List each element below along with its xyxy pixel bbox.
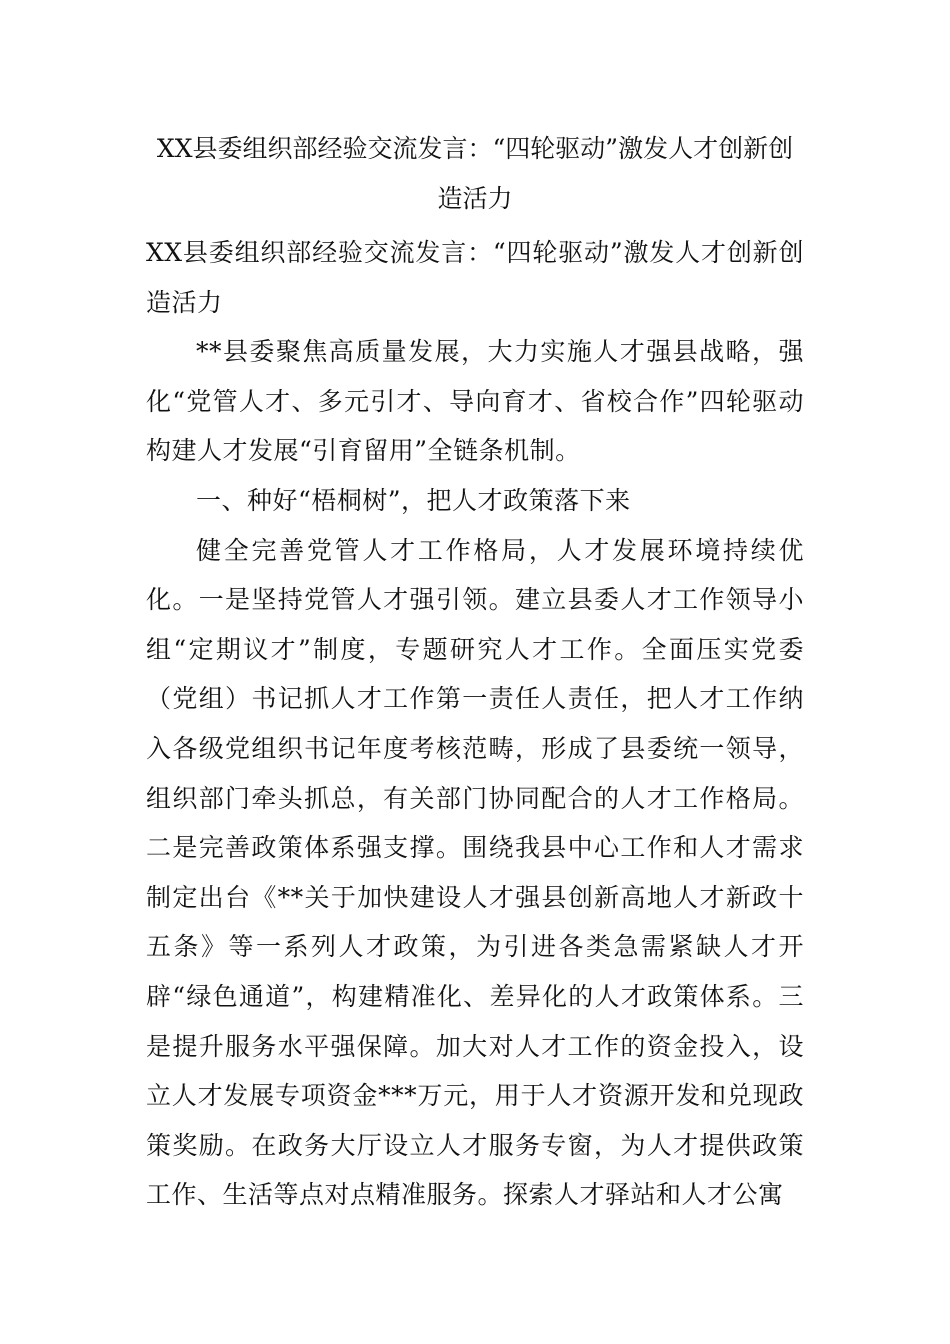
section-heading-1: 一、种好“梧桐树”，把人才政策落下来: [196, 485, 631, 515]
repeated-title-paragraph: XX县委组织部经验交流发言：“四轮驱动”激发人才创新创造活力: [146, 238, 804, 317]
document-body: [146, 228, 804, 1220]
document-title: XX县委组织部经验交流发言：“四轮驱动”激发人才创新创造活力: [156, 134, 794, 213]
section-1-body-paragraph: 健全完善党管人才工作格局，人才发展环境持续优化。一是坚持党管人才强引领。建立县委人才工作领导小组“定期议才”制度，专题研究人才工作。全面压实党委（党组）书记抓人才工作第一责任人责任，把人才工作纳入各级党组织书记年度考核范畴，形成了县委统一领导，组织部门牵头抓总，有关部门协同配合的人才工作格局。二是完善政策体系强支撑。围绕我县中心工作和人才需求制定出台《**关于加快建设人才强县创新高地人才新政十五条》等一系列人才政策，为引进各类急需紧缺人才开辟“绿色通道”，构建精准化、差异化的人才政策体系。三是提升服务水平强保障。加大对人才工作的资金投入，设立人才发展专项资金***万元，用于人才资源开发和兑现政策奖励。在政务大厅设立人才服务专窗，为人才提供政策工作、生活等点对点精准服务。探索人才驿站和人才公寓: [146, 535, 804, 1210]
intro-paragraph: **县委聚焦高质量发展，大力实施人才强县战略，强化“党管人才、多元引才、导向育才、省校合作”四轮驱动构建人才发展“引育留用”全链条机制。: [146, 337, 804, 466]
